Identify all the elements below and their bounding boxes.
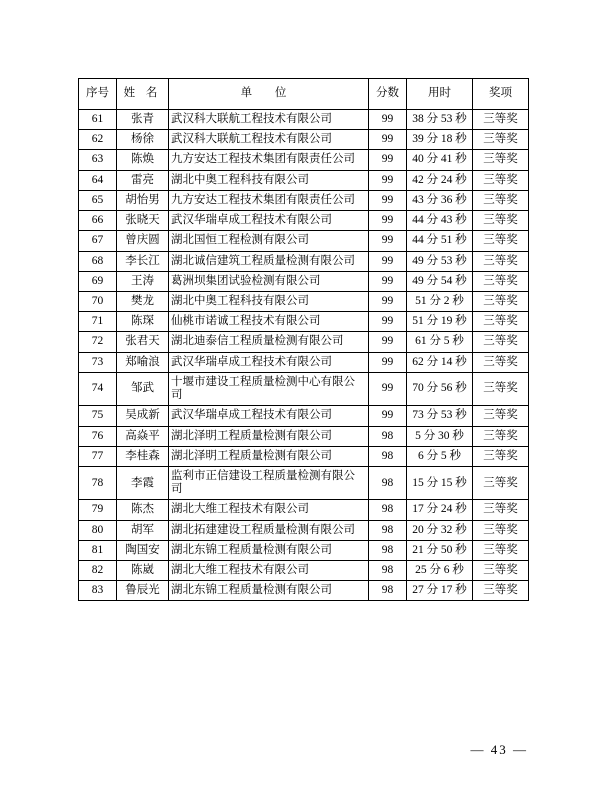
- cell-unit: 武汉科大联航工程技术有限公司: [169, 110, 369, 130]
- cell-time: 70 分 56 秒: [407, 372, 473, 405]
- cell-unit: 湖北迪泰信工程质量检测有限公司: [169, 332, 369, 352]
- cell-name: 吴成新: [117, 406, 169, 426]
- cell-time: 62 分 14 秒: [407, 352, 473, 372]
- cell-time: 44 分 51 秒: [407, 231, 473, 251]
- cell-seq: 66: [79, 211, 117, 231]
- cell-unit: 湖北大维工程技术有限公司: [169, 561, 369, 581]
- cell-award: 三等奖: [473, 231, 529, 251]
- cell-award: 三等奖: [473, 150, 529, 170]
- cell-name: 邹武: [117, 372, 169, 405]
- cell-seq: 62: [79, 130, 117, 150]
- cell-time: 51 分 19 秒: [407, 312, 473, 332]
- cell-score: 98: [369, 426, 407, 446]
- cell-score: 99: [369, 332, 407, 352]
- results-table: [78, 78, 529, 601]
- cell-seq: 64: [79, 170, 117, 190]
- cell-award: 三等奖: [473, 581, 529, 601]
- cell-award: 三等奖: [473, 110, 529, 130]
- cell-time: 38 分 53 秒: [407, 110, 473, 130]
- column-header-seq: 序号: [79, 79, 117, 110]
- cell-award: 三等奖: [473, 170, 529, 190]
- cell-score: 99: [369, 271, 407, 291]
- cell-award: 三等奖: [473, 500, 529, 520]
- cell-time: 21 分 50 秒: [407, 540, 473, 560]
- cell-unit: 武汉华瑞卓成工程技术有限公司: [169, 352, 369, 372]
- cell-seq: 67: [79, 231, 117, 251]
- cell-name: 李霞: [117, 466, 169, 499]
- cell-unit: 湖北中奥工程科技有限公司: [169, 170, 369, 190]
- cell-unit: 湖北中奥工程科技有限公司: [169, 291, 369, 311]
- cell-seq: 69: [79, 271, 117, 291]
- cell-name: 陶国安: [117, 540, 169, 560]
- cell-award: 三等奖: [473, 312, 529, 332]
- cell-award: 三等奖: [473, 406, 529, 426]
- cell-score: 99: [369, 251, 407, 271]
- table-row: [79, 150, 529, 170]
- cell-award: 三等奖: [473, 446, 529, 466]
- cell-seq: 70: [79, 291, 117, 311]
- cell-award: 三等奖: [473, 352, 529, 372]
- cell-name: 胡军: [117, 520, 169, 540]
- cell-unit: 监利市正信建设工程质量检测有限公司: [169, 466, 369, 499]
- cell-unit: 湖北泽明工程质量检测有限公司: [169, 446, 369, 466]
- cell-score: 98: [369, 466, 407, 499]
- cell-seq: 68: [79, 251, 117, 271]
- cell-seq: 71: [79, 312, 117, 332]
- table-row: [79, 231, 529, 251]
- cell-unit: 武汉华瑞卓成工程技术有限公司: [169, 406, 369, 426]
- table-body: [79, 110, 529, 601]
- cell-time: 44 分 43 秒: [407, 211, 473, 231]
- cell-time: 27 分 17 秒: [407, 581, 473, 601]
- cell-award: 三等奖: [473, 520, 529, 540]
- cell-award: 三等奖: [473, 561, 529, 581]
- cell-score: 98: [369, 581, 407, 601]
- cell-time: 17 分 24 秒: [407, 500, 473, 520]
- cell-score: 99: [369, 312, 407, 332]
- cell-award: 三等奖: [473, 271, 529, 291]
- cell-time: 20 分 32 秒: [407, 520, 473, 540]
- cell-name: 高焱平: [117, 426, 169, 446]
- cell-score: 98: [369, 446, 407, 466]
- cell-score: 99: [369, 231, 407, 251]
- cell-seq: 74: [79, 372, 117, 405]
- cell-time: 43 分 36 秒: [407, 190, 473, 210]
- table-row: [79, 332, 529, 352]
- page-number: — 43 —: [470, 742, 528, 757]
- cell-name: 陈杰: [117, 500, 169, 520]
- cell-time: 61 分 5 秒: [407, 332, 473, 352]
- cell-time: 42 分 24 秒: [407, 170, 473, 190]
- cell-unit: 湖北拓建建设工程质量检测有限公司: [169, 520, 369, 540]
- cell-score: 99: [369, 211, 407, 231]
- column-header-name: 姓 名: [117, 79, 169, 110]
- cell-seq: 83: [79, 581, 117, 601]
- cell-seq: 81: [79, 540, 117, 560]
- table-row: [79, 190, 529, 210]
- cell-name: 胡怡男: [117, 190, 169, 210]
- cell-unit: 湖北诚信建筑工程质量检测有限公司: [169, 251, 369, 271]
- table-row: [79, 110, 529, 130]
- cell-score: 98: [369, 500, 407, 520]
- table-row: [79, 352, 529, 372]
- cell-seq: 82: [79, 561, 117, 581]
- cell-seq: 63: [79, 150, 117, 170]
- table-row: [79, 291, 529, 311]
- column-header-score: 分数: [369, 79, 407, 110]
- column-header-unit: 单 位: [169, 79, 369, 110]
- cell-name: 李桂森: [117, 446, 169, 466]
- cell-name: 樊龙: [117, 291, 169, 311]
- cell-name: 陈琛: [117, 312, 169, 332]
- cell-award: 三等奖: [473, 332, 529, 352]
- cell-time: 39 分 18 秒: [407, 130, 473, 150]
- cell-time: 6 分 5 秒: [407, 446, 473, 466]
- cell-score: 98: [369, 561, 407, 581]
- cell-unit: 九方安达工程技术集团有限责任公司: [169, 190, 369, 210]
- table-row: [79, 271, 529, 291]
- cell-time: 51 分 2 秒: [407, 291, 473, 311]
- cell-unit: 湖北国恒工程检测有限公司: [169, 231, 369, 251]
- cell-seq: 75: [79, 406, 117, 426]
- cell-score: 99: [369, 150, 407, 170]
- cell-unit: 湖北东锦工程质量检测有限公司: [169, 581, 369, 601]
- cell-time: 40 分 41 秒: [407, 150, 473, 170]
- cell-name: 曾庆圆: [117, 231, 169, 251]
- cell-name: 杨徐: [117, 130, 169, 150]
- cell-seq: 79: [79, 500, 117, 520]
- cell-time: 49 分 53 秒: [407, 251, 473, 271]
- table-row: [79, 520, 529, 540]
- cell-score: 98: [369, 540, 407, 560]
- cell-seq: 72: [79, 332, 117, 352]
- cell-award: 三等奖: [473, 211, 529, 231]
- column-header-award: 奖项: [473, 79, 529, 110]
- table-header: [79, 79, 529, 110]
- cell-award: 三等奖: [473, 251, 529, 271]
- cell-name: 陈焕: [117, 150, 169, 170]
- cell-name: 陈崴: [117, 561, 169, 581]
- column-header-time: 用时: [407, 79, 473, 110]
- table-row: [79, 500, 529, 520]
- cell-score: 99: [369, 406, 407, 426]
- table-row: [79, 581, 529, 601]
- cell-score: 99: [369, 352, 407, 372]
- cell-award: 三等奖: [473, 130, 529, 150]
- cell-name: 张青: [117, 110, 169, 130]
- cell-award: 三等奖: [473, 540, 529, 560]
- table-row: [79, 561, 529, 581]
- cell-name: 张君天: [117, 332, 169, 352]
- cell-seq: 77: [79, 446, 117, 466]
- cell-seq: 80: [79, 520, 117, 540]
- cell-score: 99: [369, 130, 407, 150]
- table-row: [79, 251, 529, 271]
- table-header-row: [79, 79, 529, 110]
- cell-unit: 湖北大维工程技术有限公司: [169, 500, 369, 520]
- cell-score: 99: [369, 170, 407, 190]
- cell-score: 99: [369, 372, 407, 405]
- table-row: [79, 466, 529, 499]
- cell-time: 25 分 6 秒: [407, 561, 473, 581]
- cell-time: 49 分 54 秒: [407, 271, 473, 291]
- cell-name: 王涛: [117, 271, 169, 291]
- cell-award: 三等奖: [473, 291, 529, 311]
- cell-name: 张晓天: [117, 211, 169, 231]
- cell-score: 99: [369, 190, 407, 210]
- cell-unit: 湖北泽明工程质量检测有限公司: [169, 426, 369, 446]
- table-row: [79, 312, 529, 332]
- cell-unit: 葛洲坝集团试验检测有限公司: [169, 271, 369, 291]
- cell-score: 99: [369, 110, 407, 130]
- cell-award: 三等奖: [473, 372, 529, 405]
- table-row: [79, 372, 529, 405]
- cell-unit: 仙桃市诺诚工程技术有限公司: [169, 312, 369, 332]
- cell-time: 15 分 15 秒: [407, 466, 473, 499]
- cell-name: 郑喻浪: [117, 352, 169, 372]
- cell-award: 三等奖: [473, 466, 529, 499]
- table-row: [79, 130, 529, 150]
- table-row: [79, 211, 529, 231]
- cell-unit: 武汉华瑞卓成工程技术有限公司: [169, 211, 369, 231]
- cell-unit: 九方安达工程技术集团有限责任公司: [169, 150, 369, 170]
- cell-seq: 73: [79, 352, 117, 372]
- cell-name: 李长江: [117, 251, 169, 271]
- cell-name: 鲁辰光: [117, 581, 169, 601]
- cell-unit: 湖北东锦工程质量检测有限公司: [169, 540, 369, 560]
- cell-award: 三等奖: [473, 426, 529, 446]
- table-row: [79, 406, 529, 426]
- cell-seq: 65: [79, 190, 117, 210]
- cell-score: 99: [369, 291, 407, 311]
- cell-award: 三等奖: [473, 190, 529, 210]
- cell-time: 5 分 30 秒: [407, 426, 473, 446]
- cell-seq: 61: [79, 110, 117, 130]
- table-row: [79, 540, 529, 560]
- cell-unit: 十堰市建设工程质量检测中心有限公司: [169, 372, 369, 405]
- cell-unit: 武汉科大联航工程技术有限公司: [169, 130, 369, 150]
- cell-name: 雷亮: [117, 170, 169, 190]
- cell-time: 73 分 53 秒: [407, 406, 473, 426]
- table-row: [79, 446, 529, 466]
- cell-score: 98: [369, 520, 407, 540]
- cell-seq: 78: [79, 466, 117, 499]
- cell-seq: 76: [79, 426, 117, 446]
- table-row: [79, 426, 529, 446]
- table-row: [79, 170, 529, 190]
